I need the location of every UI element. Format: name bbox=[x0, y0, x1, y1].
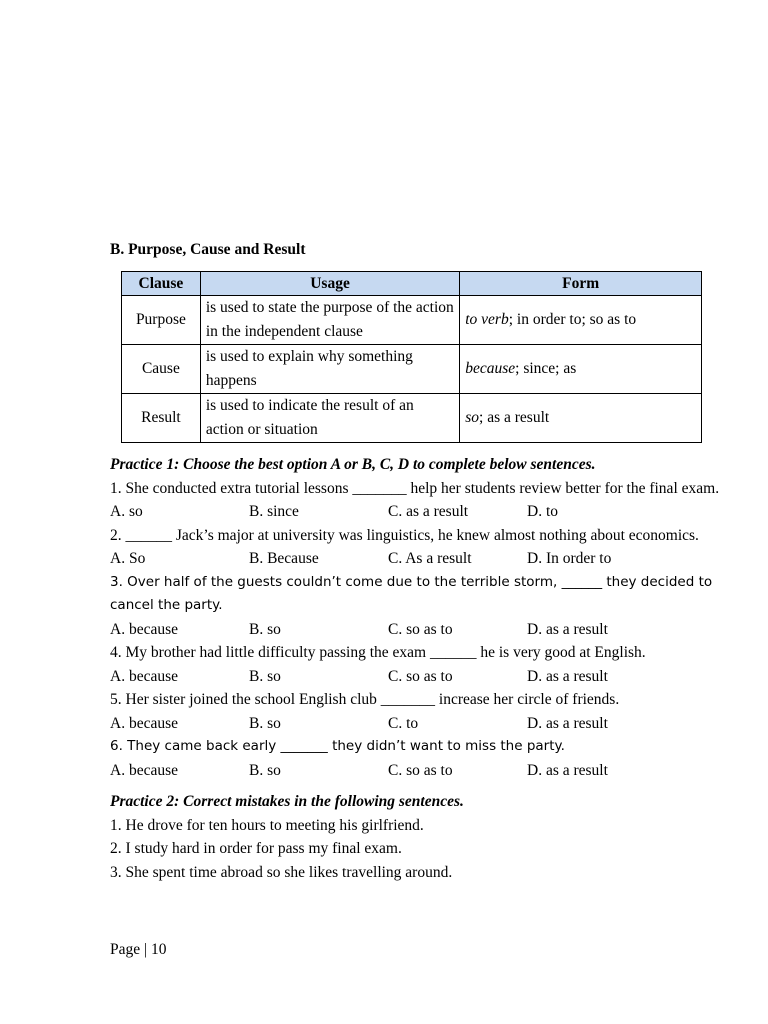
question bbox=[110, 641, 720, 688]
option-c: C. so as to bbox=[388, 667, 453, 685]
table-row bbox=[122, 296, 702, 345]
option-a: A. so bbox=[110, 503, 143, 520]
usage-cell: is used to state the purpose of the action in the independent clause bbox=[200, 296, 459, 345]
form-cell bbox=[460, 394, 702, 443]
form-rest: ; in order to; so as to bbox=[508, 311, 637, 328]
form-cell bbox=[460, 296, 702, 345]
table-row bbox=[122, 394, 702, 443]
question-text: 5. Her sister joined the school English club _______ increase her circle of friends. bbox=[110, 691, 620, 708]
option-c: C. so as to bbox=[388, 761, 453, 779]
question bbox=[110, 477, 720, 524]
clause-cell: Result bbox=[122, 394, 201, 443]
option-a: A. because bbox=[110, 761, 178, 779]
usage-cell: is used to indicate the result of an action or situation bbox=[200, 394, 459, 443]
option-b: B. so bbox=[249, 620, 281, 638]
exercises bbox=[110, 453, 720, 884]
option-a: A. So bbox=[110, 550, 146, 567]
form-keyword: so bbox=[465, 409, 480, 426]
question bbox=[110, 524, 720, 571]
question-text: 6. They came back early _______ they didn’t want to miss the party. bbox=[110, 738, 565, 754]
form-rest: ; as a result bbox=[479, 409, 550, 426]
question-text: 4. My brother had little difficulty passing the exam ______ he is very good at English. bbox=[110, 644, 646, 661]
grammar-table bbox=[121, 271, 702, 443]
practice2-title: Practice 2: Correct mistakes in the following sentences. bbox=[110, 793, 464, 810]
clause-cell: Cause bbox=[122, 345, 201, 394]
option-b: B. so bbox=[249, 714, 281, 732]
list-item: 2. I study hard in order for pass my final exam. bbox=[110, 840, 402, 857]
question bbox=[110, 571, 720, 642]
option-c: C. to bbox=[388, 714, 419, 732]
option-d: D. as a result bbox=[527, 667, 608, 685]
practice1-title: Practice 1: Choose the best option A or B, C, D to complete below sentences. bbox=[110, 456, 596, 473]
clause-cell: Purpose bbox=[122, 296, 201, 345]
question bbox=[110, 735, 720, 782]
option-row bbox=[110, 712, 720, 736]
option-d: D. In order to bbox=[527, 550, 612, 567]
question-text: 1. She conducted extra tutorial lessons _______ help her students review better for the final exam. bbox=[110, 479, 720, 497]
option-row bbox=[110, 665, 720, 689]
section-title: B. Purpose, Cause and Result bbox=[110, 241, 306, 258]
form-cell bbox=[460, 345, 702, 394]
usage-cell: is used to explain why something happens bbox=[200, 345, 459, 394]
option-a: A. because bbox=[110, 620, 178, 638]
option-a: A. because bbox=[110, 714, 178, 732]
header-form: Form bbox=[460, 272, 702, 296]
option-row bbox=[110, 547, 720, 571]
form-keyword: because bbox=[465, 360, 516, 377]
option-c: C. so as to bbox=[388, 620, 453, 638]
option-d: D. as a result bbox=[527, 714, 608, 732]
option-b: B. Because bbox=[249, 550, 319, 567]
option-d: D. to bbox=[527, 503, 558, 520]
option-b: B. so bbox=[249, 761, 281, 779]
question bbox=[110, 688, 720, 735]
header-usage: Usage bbox=[200, 272, 459, 296]
list-item: 1. He drove for ten hours to meeting his girlfriend. bbox=[110, 816, 424, 834]
option-c: C. as a result bbox=[388, 503, 469, 520]
option-row bbox=[110, 759, 720, 783]
list-item: 3. She spent time abroad so she likes travelling around. bbox=[110, 863, 453, 881]
option-c: C. As a result bbox=[388, 550, 472, 567]
table-header-row bbox=[122, 272, 702, 296]
header-clause: Clause bbox=[122, 272, 201, 296]
option-b: B. so bbox=[249, 667, 281, 685]
option-a: A. because bbox=[110, 667, 178, 685]
question-text: 2. ______ Jack’s major at university was linguistics, he knew almost nothing about economics. bbox=[110, 526, 699, 544]
option-d: D. as a result bbox=[527, 761, 608, 779]
question-text: 3. Over half of the guests couldn’t come due to the terrible storm, ______ they decided to cancel the party. bbox=[110, 573, 713, 613]
option-b: B. since bbox=[249, 503, 299, 520]
option-d: D. as a result bbox=[527, 620, 608, 638]
form-rest: ; since; as bbox=[515, 360, 577, 377]
page-number: Page | 10 bbox=[110, 941, 167, 958]
option-row bbox=[110, 618, 720, 642]
option-row bbox=[110, 500, 720, 524]
table-row bbox=[122, 345, 702, 394]
form-keyword: to verb bbox=[465, 311, 509, 328]
